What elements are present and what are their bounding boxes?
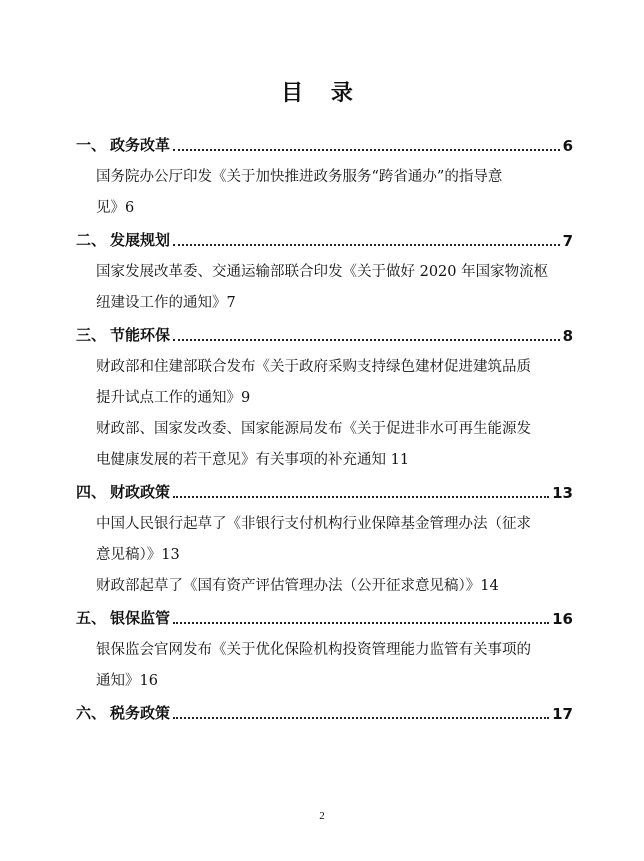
toc-section-2[interactable]	[76, 228, 573, 250]
section-number: 四、	[76, 483, 107, 501]
entry-line: 财政部起草了《国有资产评估管理办法（公开征求意见稿）》14	[96, 578, 499, 594]
entry-line: 财政部、国家发改委、国家能源局发布《关于促进非水可再生能源发	[96, 421, 531, 437]
section-title: 税务政策	[110, 704, 171, 722]
section-number: 三、	[76, 326, 107, 344]
section-page: 13	[552, 484, 573, 502]
dot-leader	[173, 243, 560, 246]
page-number: 2	[319, 810, 325, 822]
section-title: 财政政策	[110, 483, 171, 501]
dot-leader	[173, 148, 560, 151]
toc-entry[interactable]	[96, 414, 566, 476]
entry-line: 意见稿）》13	[96, 547, 180, 563]
entry-line: 电健康发展的若干意见》有关事项的补充通知 11	[96, 452, 410, 468]
page-title: 目 录	[281, 81, 363, 106]
section-page: 6	[562, 137, 573, 155]
section-page: 7	[562, 232, 573, 250]
toc-section-1[interactable]	[76, 133, 573, 155]
section-page: 17	[552, 705, 573, 723]
toc-entry[interactable]	[96, 162, 566, 224]
entry-line: 财政部和住建部联合发布《关于政府采购支持绿色建材促进建筑品质	[96, 359, 531, 375]
entry-line: 见》6	[96, 200, 135, 216]
section-title: 发展规划	[110, 231, 171, 249]
entry-line: 银保监会官网发布《关于优化保险机构投资管理能力监管有关事项的	[96, 642, 531, 658]
section-page: 8	[562, 327, 573, 345]
entry-line: 通知》16	[96, 673, 158, 689]
section-title: 政务改革	[110, 136, 171, 154]
section-title: 节能环保	[110, 326, 171, 344]
dot-leader	[173, 621, 549, 624]
section-title: 银保监管	[110, 609, 171, 627]
entry-line: 国家发展改革委、交通运输部联合印发《关于做好 2020 年国家物流枢	[96, 264, 549, 280]
toc-section-5[interactable]	[76, 606, 573, 628]
toc-entry[interactable]	[96, 571, 566, 602]
entry-line: 国务院办公厅印发《关于加快推进政务服务“跨省通办”的指导意	[96, 169, 503, 185]
toc-entry[interactable]	[96, 635, 566, 697]
section-number: 五、	[76, 609, 107, 627]
toc-entry[interactable]	[96, 509, 566, 571]
toc-entry[interactable]	[96, 352, 566, 414]
toc-section-3[interactable]	[76, 323, 573, 345]
toc-section-4[interactable]	[76, 480, 573, 502]
dot-leader	[173, 495, 549, 498]
section-page: 16	[552, 610, 573, 628]
toc-entry[interactable]	[96, 257, 566, 319]
section-number: 一、	[76, 136, 107, 154]
entry-line: 纽建设工作的通知》7	[96, 295, 236, 311]
toc-section-6[interactable]	[76, 701, 573, 723]
dot-leader	[173, 716, 549, 719]
dot-leader	[173, 338, 560, 341]
entry-line: 提升试点工作的通知》9	[96, 390, 251, 406]
section-number: 六、	[76, 704, 107, 722]
section-number: 二、	[76, 231, 107, 249]
entry-line: 中国人民银行起草了《非银行支付机构行业保障基金管理办法（征求	[96, 516, 531, 532]
